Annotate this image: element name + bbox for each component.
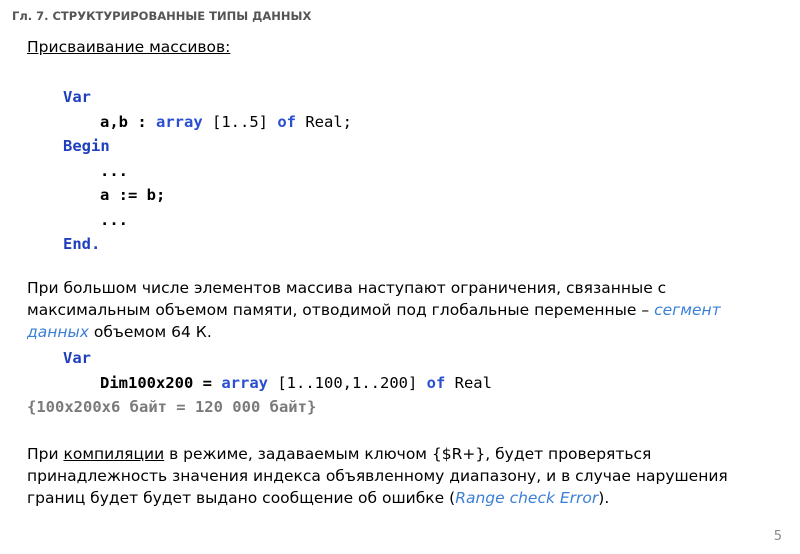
code-comment: {100x200x6 байт = 120 000 байт} — [27, 398, 317, 416]
paragraph-text: При большом числе элементов массива наступают ограничения, связанные с — [27, 279, 667, 297]
code-text: ... — [100, 210, 128, 229]
section-title-text: Присваивание массивов: — [27, 38, 231, 56]
code-text: [1..5] — [202, 112, 278, 131]
paragraph-text: ). — [598, 489, 610, 507]
paragraph-line — [27, 487, 728, 509]
compilation-link[interactable]: компиляции — [63, 445, 165, 463]
code-line — [63, 159, 352, 184]
code-line — [63, 232, 352, 257]
code-block-1 — [63, 85, 352, 257]
data-segment-link[interactable]: сегмент — [654, 301, 721, 319]
data-segment-link[interactable]: данных — [27, 323, 89, 341]
paragraph-line — [27, 277, 721, 299]
code-line — [63, 208, 352, 233]
code-text: Dim100x200 = — [100, 373, 222, 392]
paragraph-1 — [27, 277, 721, 343]
code-text: Real; — [296, 112, 352, 131]
of-keyword: of — [426, 373, 446, 392]
section-title — [27, 36, 230, 58]
paragraph-line — [27, 443, 728, 465]
paragraph-line — [27, 465, 728, 487]
code-text: a := b; — [100, 186, 166, 204]
chapter-header: Гл. 7. СТРУКТУРИРОВАННЫЕ ТИПЫ ДАННЫХ — [12, 9, 312, 23]
of-keyword: of — [277, 112, 296, 131]
code-line — [63, 85, 352, 110]
begin-keyword: Begin — [63, 137, 110, 155]
paragraph-text: максимальным объемом памяти, отводимой под глобальные переменные – — [27, 301, 655, 319]
paragraph-text: При — [27, 445, 64, 463]
code-line — [63, 110, 352, 135]
code-text: ... — [100, 161, 128, 180]
code-text: a,b : — [100, 112, 156, 131]
paragraph-text: объемом 64 К. — [88, 323, 212, 341]
paragraph-2 — [27, 443, 728, 509]
code-text: [1..100,1..200] — [268, 373, 427, 392]
paragraph-text: принадлежность значения индекса объявленному диапазону, и в случае нарушения — [27, 467, 728, 485]
var-keyword: Var — [63, 349, 91, 367]
page-number: 5 — [773, 529, 782, 544]
code-line — [27, 371, 492, 396]
code-block-2 — [27, 346, 492, 420]
paragraph-line — [27, 321, 721, 343]
end-keyword: End. — [63, 235, 101, 253]
array-keyword: array — [221, 373, 268, 392]
code-text: Real — [445, 373, 492, 392]
code-line — [63, 183, 352, 208]
code-line — [27, 346, 492, 371]
paragraph-line — [27, 299, 721, 321]
paragraph-text: границ будет будет выдано сообщение об ошибке ( — [27, 489, 456, 507]
range-check-error-link[interactable]: Range check Error — [455, 489, 599, 507]
paragraph-text: в режиме, задаваемым ключом {$R+}, будет проверяться — [164, 445, 652, 463]
var-keyword: Var — [63, 88, 91, 106]
code-line — [63, 134, 352, 159]
array-keyword: array — [156, 112, 203, 131]
